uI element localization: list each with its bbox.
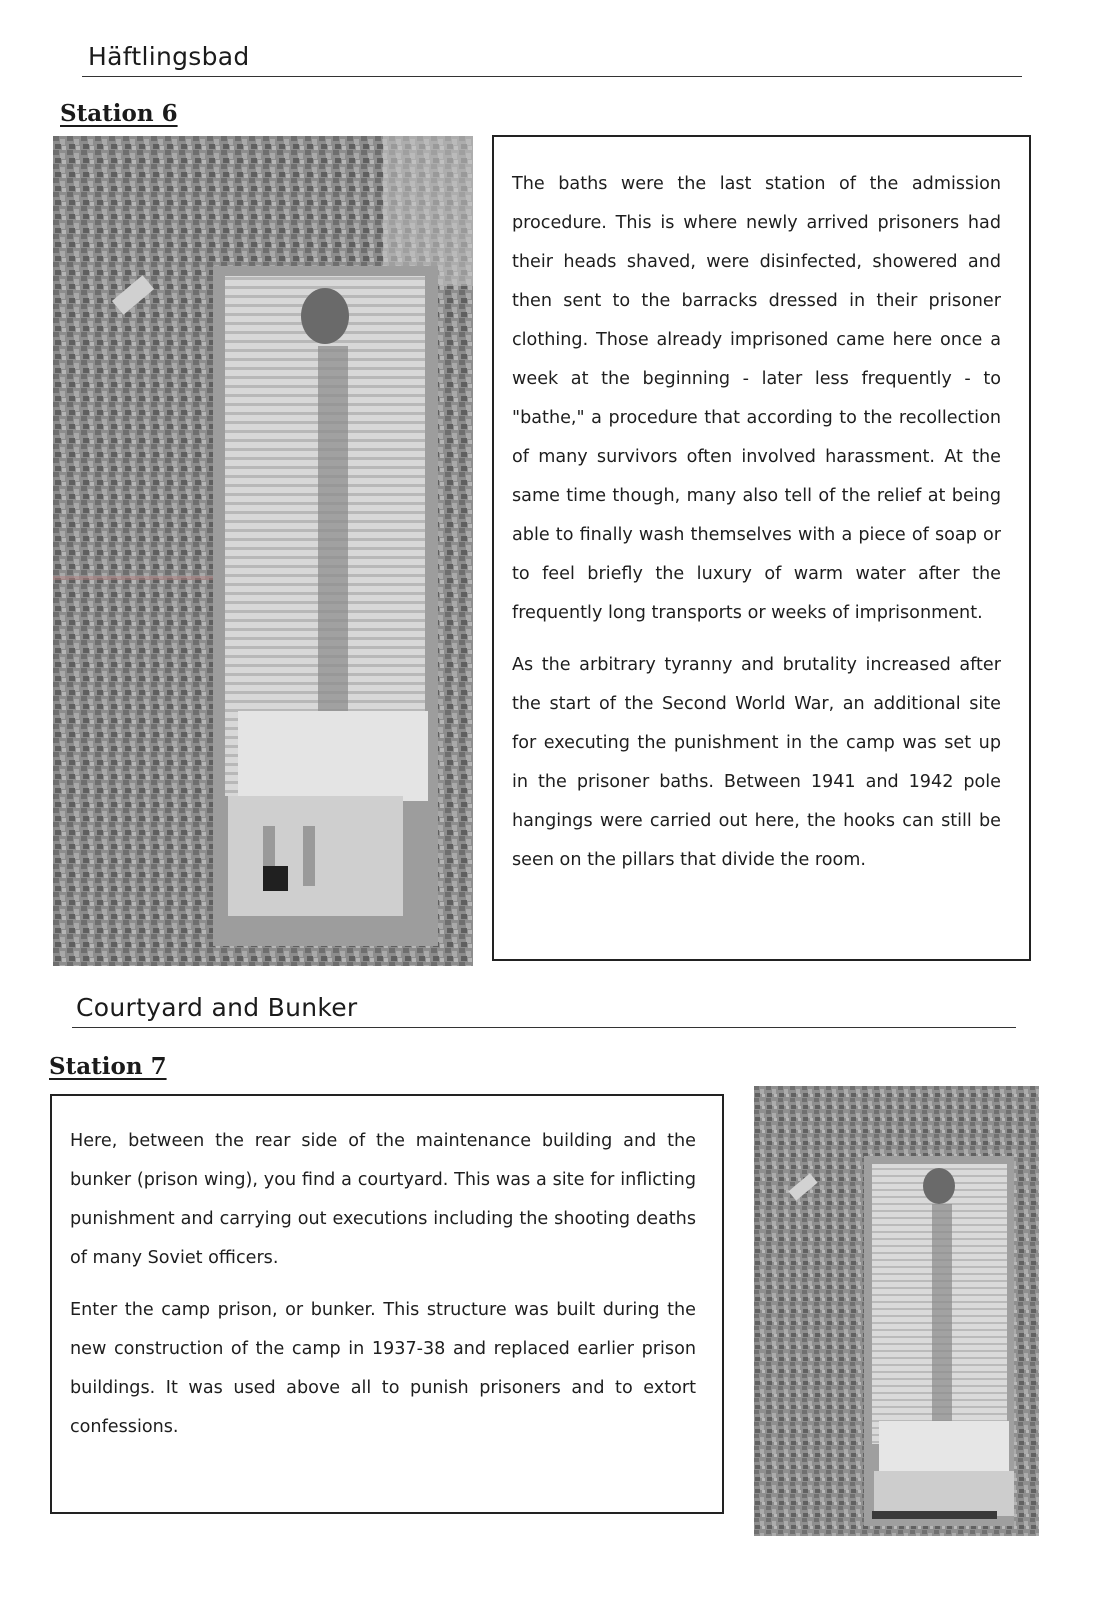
station-7-paragraph-1: Here, between the rear side of the maintenance building and the bunker (prison wing), you find a courtyard. This was a site for inflicting punishment and carrying out executions including the shooting deaths of many Soviet officers. bbox=[70, 1131, 696, 1268]
aerial-photo-prisoner-baths bbox=[53, 136, 473, 966]
station-7-paragraph-2: Enter the camp prison, or bunker. This structure was built during the new construction of the camp in 1937-38 and replaced earlier prison buildings. It was used above all to punish prisoners and to extort confessions. bbox=[70, 1300, 696, 1437]
station-6-text-box bbox=[492, 135, 1031, 961]
title-rule bbox=[82, 76, 1022, 77]
station-6-paragraph-1: The baths were the last station of the admission procedure. This is where newly arrived prisoners had their heads shaved, were disinfected, showered and then sent to the barracks dressed in their prisoner clothing. Those already imprisoned came here once a week at the beginning - later less frequently - to "bathe," a procedure that according to the recollection of many survivors often involved harassment. At the same time though, many also tell of the relief at being able to finally wash themselves with a piece of soap or to feel briefly the luxury of warm water after the frequently long transports or weeks of imprisonment. bbox=[512, 174, 1001, 623]
station-7-label: Station 7 bbox=[49, 1053, 167, 1080]
station-7-text-box bbox=[50, 1094, 724, 1514]
station-6-paragraph-2: As the arbitrary tyranny and brutality increased after the start of the Second World War, an additional site for executing the punishment in the camp was set up in the prisoner baths. Between 1941 and 1942 pole hangings were carried out here, the hooks can still be seen on the pillars that divide the room. bbox=[512, 655, 1001, 870]
title-rule bbox=[72, 1027, 1016, 1028]
station-6-label: Station 6 bbox=[60, 100, 178, 127]
section-title-haeftlingsbad: Häftlingsbad bbox=[88, 42, 250, 71]
aerial-photo-bunker bbox=[754, 1086, 1039, 1536]
section-title-courtyard-and-bunker: Courtyard and Bunker bbox=[76, 993, 358, 1022]
